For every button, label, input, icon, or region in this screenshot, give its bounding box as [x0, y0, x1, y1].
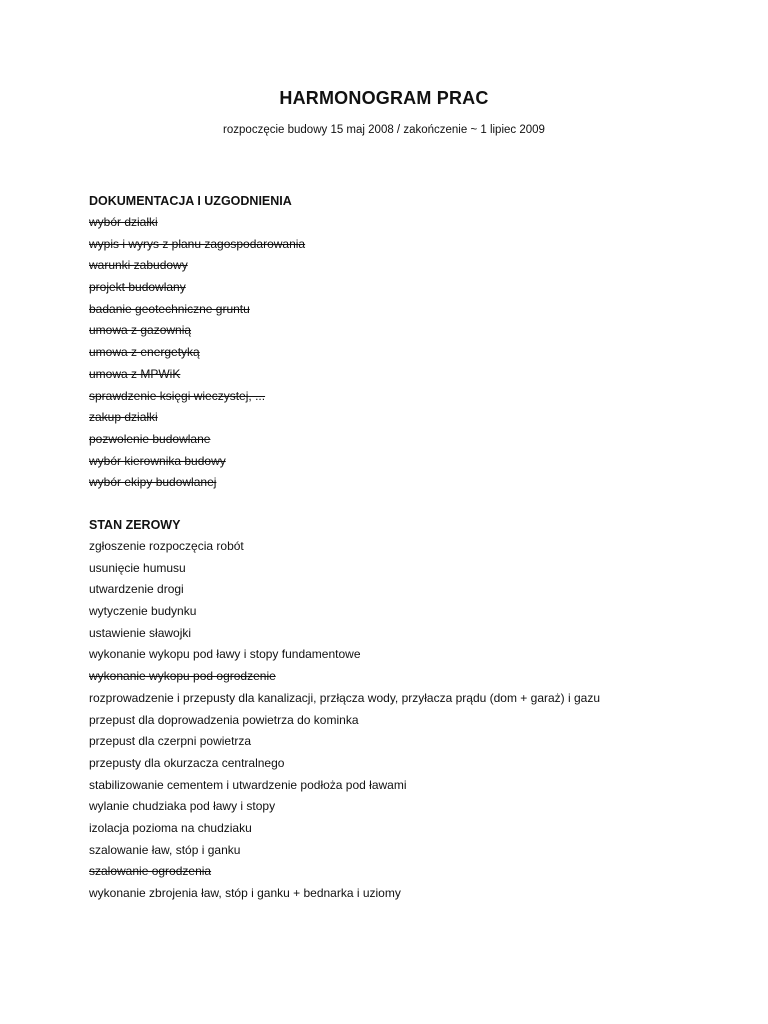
task-item-completed: wybór działki [89, 215, 158, 229]
task-item-completed: wybór kierownika budowy [89, 453, 226, 468]
task-item: przepusty dla okurzacza centralnego [89, 755, 285, 770]
task-item-completed: wybór ekipy budowlanej [89, 475, 217, 490]
section-heading: DOKUMENTACJA I UZGODNIENIA [89, 194, 292, 208]
task-item: szalowanie ław, stóp i ganku [89, 842, 241, 857]
document-subtitle: rozpoczęcie budowy 15 maj 2008 / zakończenie ~ 1 lipiec 2009 [223, 124, 545, 136]
task-list [89, 212, 749, 494]
task-item-completed: umowa z gazownią [89, 323, 192, 338]
task-list [89, 536, 749, 905]
task-item-completed: sprawdzenie księgi wieczystej, ... [89, 388, 266, 403]
task-item-completed: projekt budowlany [89, 280, 186, 295]
task-item: wykonanie zbrojenia ław, stóp i ganku + bednarka i uziomy [89, 886, 401, 900]
document-title: HARMONOGRAM PRAC [279, 88, 489, 108]
task-item-completed: badanie geotechniczne gruntu [89, 301, 250, 316]
section-heading: STAN ZEROWY [89, 518, 181, 532]
task-item: izolacja pozioma na chudziaku [89, 820, 252, 835]
task-item: usunięcie humusu [89, 560, 186, 575]
section-dokumentacja [89, 190, 749, 494]
task-item-completed: wypis i wyrys z planu zagospodarowania [89, 236, 306, 251]
task-item-completed: pozwolenie budowlane [89, 431, 211, 446]
task-item-completed: zakup działki [89, 410, 158, 425]
task-item: stabilizowanie cementem i utwardzenie podłoża pod ławami [89, 777, 407, 792]
task-item-completed: wykonanie wykopu pod ogrodzenie [89, 669, 276, 684]
task-item: przepust dla doprowadzenia powietrza do kominka [89, 712, 359, 727]
section-stan-zerowy [89, 514, 749, 905]
task-item: rozprowadzenie i przepusty dla kanalizacji, przłącza wody, przyłacza prądu (dom + garaż) i gazu [89, 690, 601, 705]
task-item-completed: warunki zabudowy [89, 258, 188, 273]
task-item: ustawienie sławojki [89, 625, 192, 640]
task-item: wytyczenie budynku [89, 604, 197, 619]
task-item: przepust dla czerpni powietrza [89, 734, 252, 749]
task-item: wylanie chudziaka pod ławy i stopy [89, 799, 276, 814]
task-item: zgłoszenie rozpoczęcia robót [89, 539, 244, 553]
task-item: wykonanie wykopu pod ławy i stopy fundamentowe [89, 647, 361, 662]
task-item-completed: umowa z MPWiK [89, 366, 181, 381]
task-item-completed: umowa z energetyką [89, 345, 200, 360]
task-item: utwardzenie drogi [89, 582, 184, 597]
task-item-completed: szalowanie ogrodzenia [89, 864, 212, 879]
